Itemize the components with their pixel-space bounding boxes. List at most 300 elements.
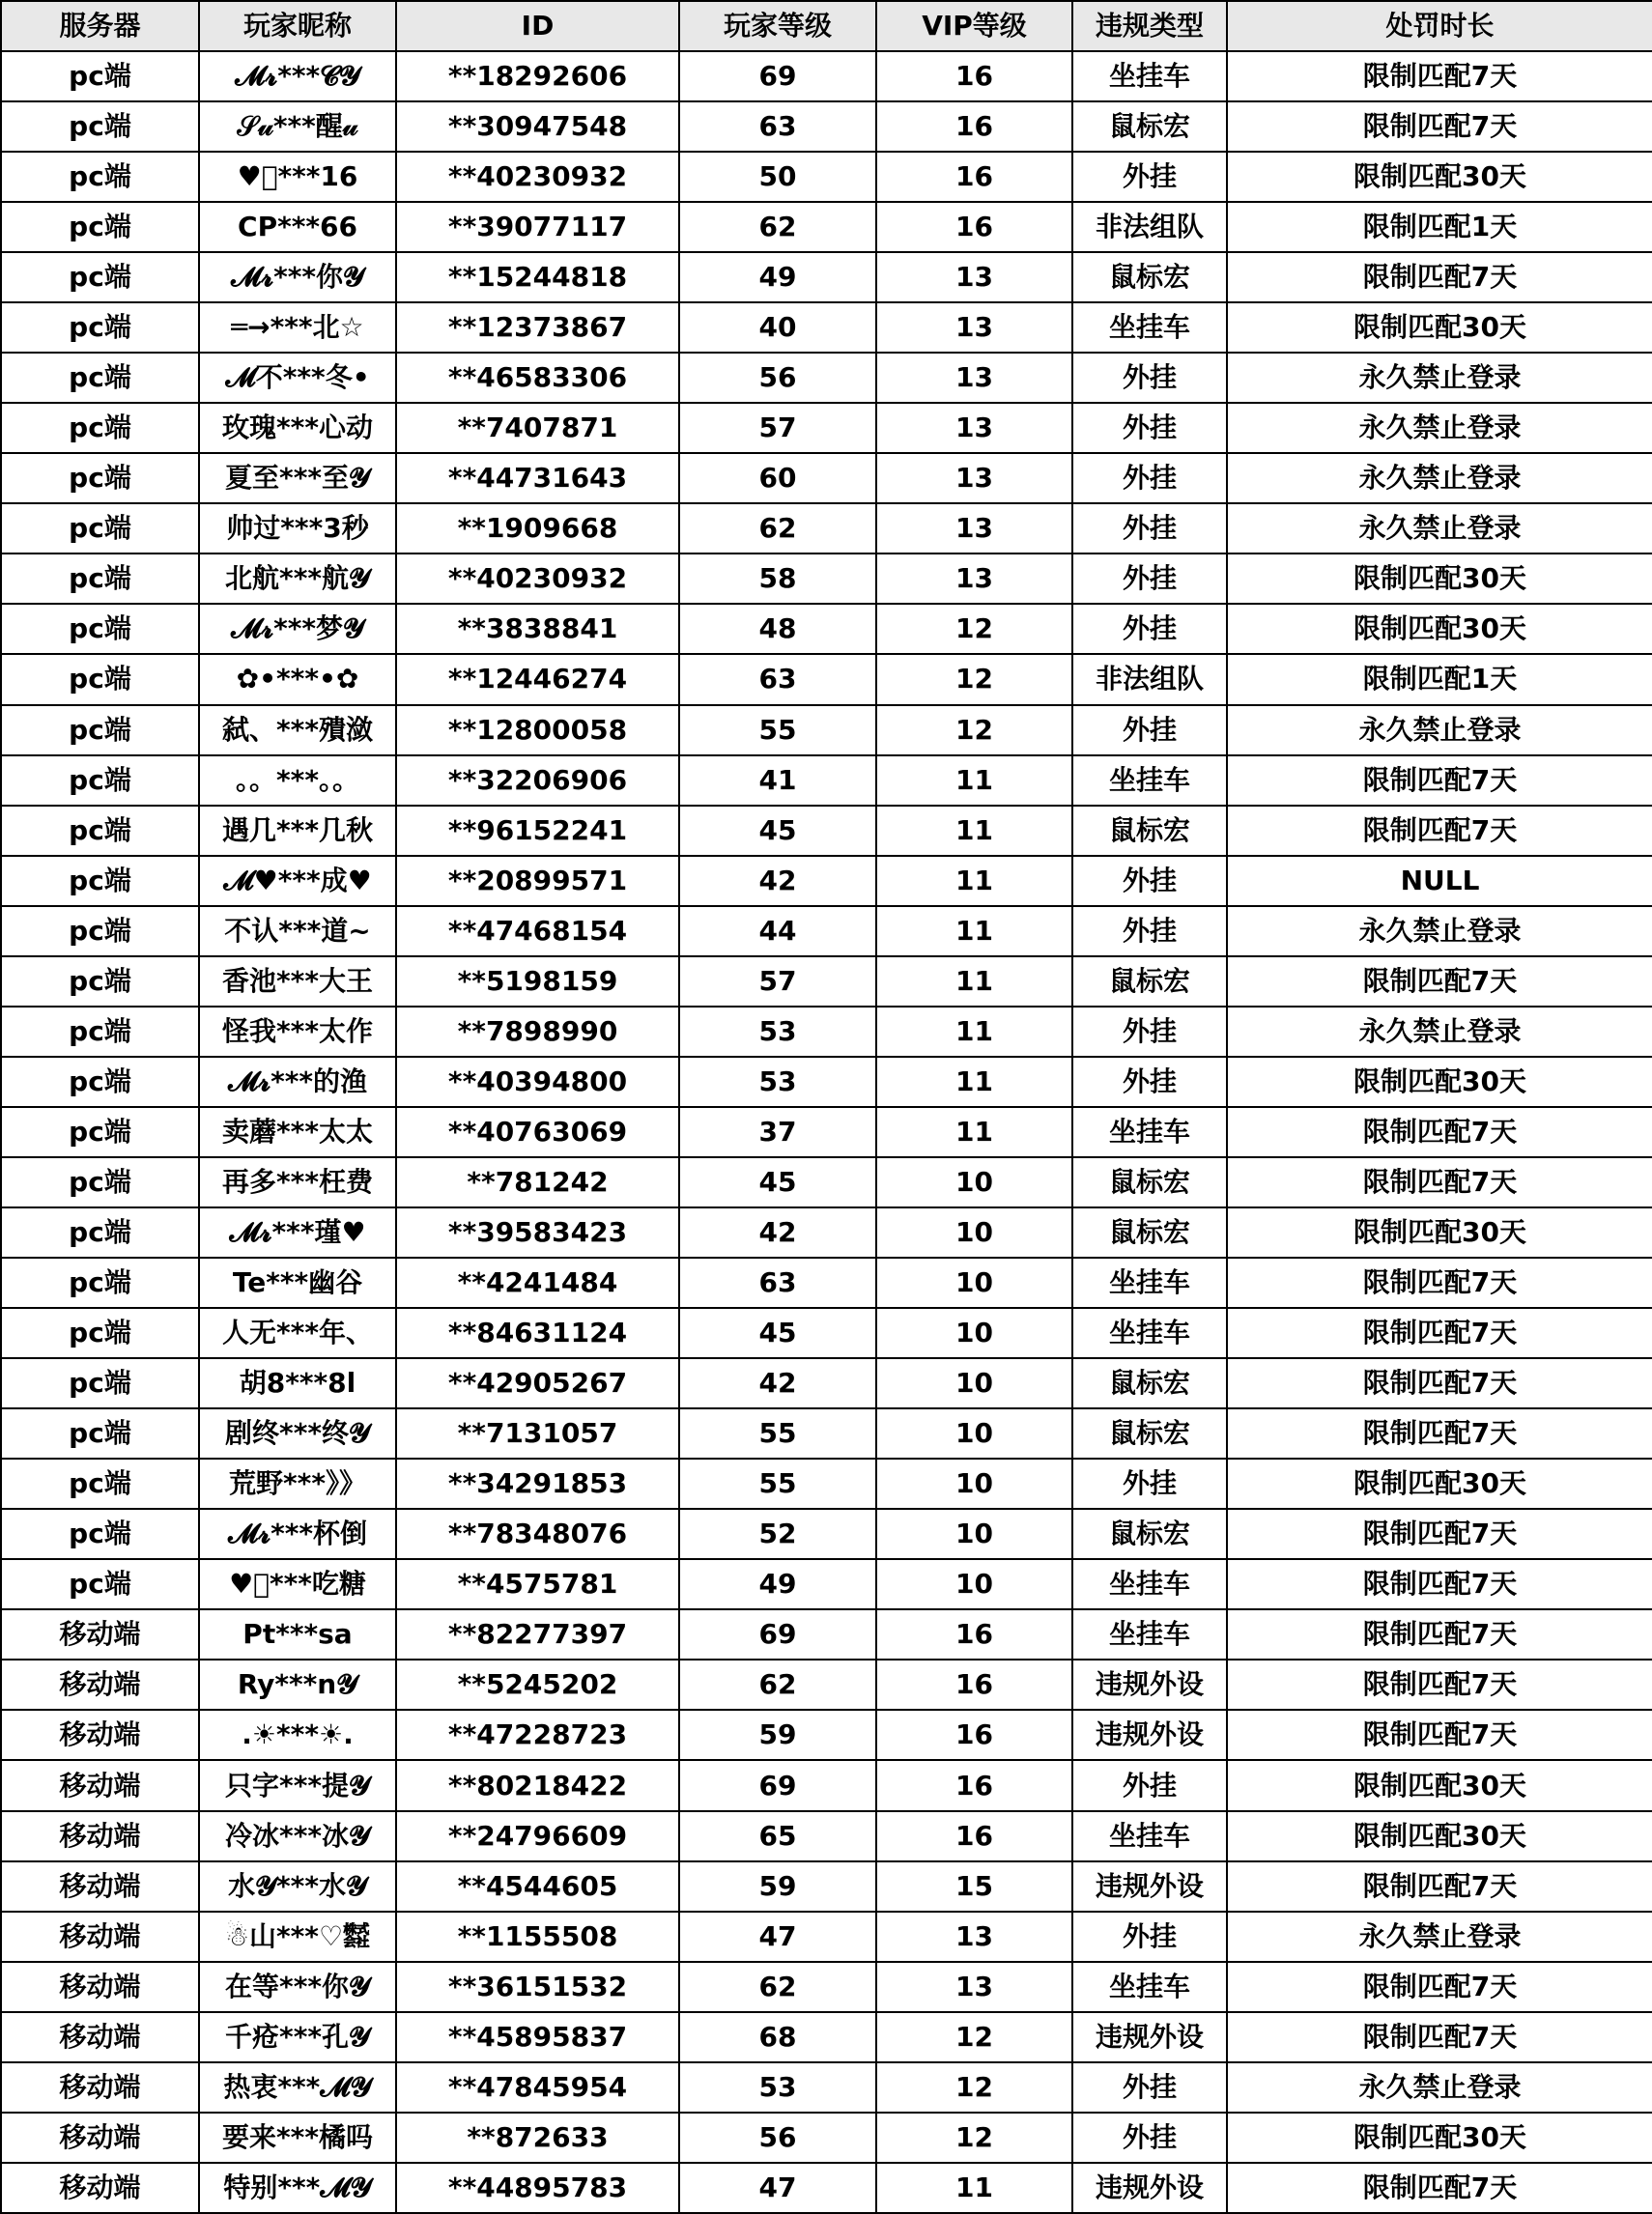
table-row (1, 2163, 1652, 2213)
cell-penalty-duration: 永久禁止登录 (1227, 906, 1652, 956)
cell-vip-level: 11 (876, 1057, 1072, 1107)
cell-player-level: 65 (679, 1811, 876, 1861)
cell-player-level: 59 (679, 1861, 876, 1912)
cell-vip-level: 16 (876, 1609, 1072, 1660)
cell-id: **39077117 (396, 202, 679, 252)
cell-vip-level: 10 (876, 1157, 1072, 1207)
cell-vip-level: 16 (876, 1811, 1072, 1861)
cell-vip-level: 11 (876, 956, 1072, 1007)
cell-server: pc端 (1, 956, 199, 1007)
cell-penalty-duration: 限制匹配1天 (1227, 654, 1652, 704)
cell-player-level: 62 (679, 202, 876, 252)
table-row (1, 956, 1652, 1007)
cell-nickname: 𝓜不***冬• (199, 353, 396, 403)
table-row (1, 1358, 1652, 1408)
cell-player-level: 62 (679, 1962, 876, 2012)
table-row (1, 51, 1652, 101)
cell-violation-type: 外挂 (1072, 604, 1227, 654)
table-row (1, 755, 1652, 806)
cell-server: pc端 (1, 1057, 199, 1107)
cell-id: **42905267 (396, 1358, 679, 1408)
cell-id: **12373867 (396, 302, 679, 353)
cell-server: pc端 (1, 453, 199, 503)
cell-violation-type: 违规外设 (1072, 2012, 1227, 2062)
cell-vip-level: 11 (876, 906, 1072, 956)
cell-penalty-duration: 永久禁止登录 (1227, 503, 1652, 554)
cell-server: pc端 (1, 1157, 199, 1207)
cell-penalty-duration: 限制匹配30天 (1227, 1207, 1652, 1258)
cell-nickname: 怪我***太作 (199, 1007, 396, 1057)
cell-id: **4241484 (396, 1258, 679, 1308)
cell-id: **36151532 (396, 1962, 679, 2012)
cell-server: 移动端 (1, 1811, 199, 1861)
cell-player-level: 63 (679, 101, 876, 152)
table-row (1, 1559, 1652, 1609)
cell-vip-level: 15 (876, 1861, 1072, 1912)
cell-nickname: ♥ⷨ***16 (199, 152, 396, 202)
cell-id: **5245202 (396, 1660, 679, 1710)
cell-player-level: 49 (679, 252, 876, 302)
cell-penalty-duration: 限制匹配7天 (1227, 1509, 1652, 1559)
cell-vip-level: 13 (876, 1962, 1072, 2012)
cell-vip-level: 11 (876, 856, 1072, 906)
cell-server: pc端 (1, 1207, 199, 1258)
cell-server: pc端 (1, 705, 199, 755)
table-body (1, 51, 1652, 2213)
cell-vip-level: 10 (876, 1308, 1072, 1358)
cell-server: pc端 (1, 1559, 199, 1609)
cell-id: **872633 (396, 2113, 679, 2163)
cell-vip-level: 12 (876, 705, 1072, 755)
cell-vip-level: 13 (876, 353, 1072, 403)
cell-penalty-duration: 限制匹配30天 (1227, 554, 1652, 604)
cell-vip-level: 10 (876, 1408, 1072, 1459)
cell-id: **80218422 (396, 1760, 679, 1810)
cell-nickname: 热衷***𝓜𝓨 (199, 2062, 396, 2113)
cell-nickname: 夏至***至𝓨 (199, 453, 396, 503)
cell-server: 移动端 (1, 1660, 199, 1710)
cell-id: **18292606 (396, 51, 679, 101)
cell-vip-level: 11 (876, 2163, 1072, 2213)
cell-player-level: 69 (679, 51, 876, 101)
cell-violation-type: 外挂 (1072, 1912, 1227, 1962)
cell-violation-type: 外挂 (1072, 2113, 1227, 2163)
cell-player-level: 37 (679, 1107, 876, 1157)
table-row (1, 1760, 1652, 1810)
cell-violation-type: 外挂 (1072, 503, 1227, 554)
cell-violation-type: 鼠标宏 (1072, 1358, 1227, 1408)
cell-vip-level: 13 (876, 302, 1072, 353)
cell-player-level: 42 (679, 1358, 876, 1408)
cell-penalty-duration: 限制匹配7天 (1227, 1107, 1652, 1157)
cell-server: 移动端 (1, 1962, 199, 2012)
cell-violation-type: 外挂 (1072, 856, 1227, 906)
cell-id: **5198159 (396, 956, 679, 1007)
cell-nickname: 人无***年、 (199, 1308, 396, 1358)
cell-player-level: 42 (679, 1207, 876, 1258)
cell-server: pc端 (1, 1408, 199, 1459)
table-row (1, 554, 1652, 604)
cell-violation-type: 鼠标宏 (1072, 1509, 1227, 1559)
cell-penalty-duration: 限制匹配7天 (1227, 2012, 1652, 2062)
cell-penalty-duration: 永久禁止登录 (1227, 453, 1652, 503)
cell-nickname: 𝓜𝓻***你𝓨 (199, 252, 396, 302)
cell-server: 移动端 (1, 2113, 199, 2163)
cell-nickname: 卖蘑***太太 (199, 1107, 396, 1157)
cell-server: pc端 (1, 604, 199, 654)
header-id: ID (396, 1, 679, 51)
cell-vip-level: 12 (876, 2113, 1072, 2163)
cell-id: **45895837 (396, 2012, 679, 2062)
cell-server: pc端 (1, 1308, 199, 1358)
cell-violation-type: 违规外设 (1072, 2163, 1227, 2213)
cell-player-level: 57 (679, 403, 876, 453)
cell-violation-type: 坐挂车 (1072, 1962, 1227, 2012)
cell-player-level: 57 (679, 956, 876, 1007)
cell-vip-level: 10 (876, 1509, 1072, 1559)
cell-violation-type: 鼠标宏 (1072, 101, 1227, 152)
cell-nickname: 帅过***3秒 (199, 503, 396, 554)
header-penalty-duration: 处罚时长 (1227, 1, 1652, 51)
cell-id: **24796609 (396, 1811, 679, 1861)
cell-violation-type: 外挂 (1072, 1007, 1227, 1057)
cell-violation-type: 坐挂车 (1072, 1811, 1227, 1861)
cell-penalty-duration: 限制匹配30天 (1227, 152, 1652, 202)
cell-violation-type: 外挂 (1072, 353, 1227, 403)
cell-penalty-duration: 永久禁止登录 (1227, 403, 1652, 453)
cell-nickname: ☃山***♡㍿ (199, 1912, 396, 1962)
cell-player-level: 62 (679, 1660, 876, 1710)
cell-violation-type: 鼠标宏 (1072, 1157, 1227, 1207)
cell-vip-level: 16 (876, 152, 1072, 202)
cell-penalty-duration: 限制匹配7天 (1227, 1258, 1652, 1308)
cell-id: **34291853 (396, 1459, 679, 1509)
cell-vip-level: 16 (876, 202, 1072, 252)
table-row (1, 1861, 1652, 1912)
cell-id: **3838841 (396, 604, 679, 654)
cell-vip-level: 11 (876, 1007, 1072, 1057)
cell-vip-level: 12 (876, 654, 1072, 704)
cell-penalty-duration: 限制匹配7天 (1227, 1157, 1652, 1207)
cell-violation-type: 坐挂车 (1072, 1609, 1227, 1660)
cell-nickname: 特别***𝓜𝓨 (199, 2163, 396, 2213)
cell-vip-level: 16 (876, 1660, 1072, 1710)
table-row (1, 1157, 1652, 1207)
cell-penalty-duration: 永久禁止登录 (1227, 1912, 1652, 1962)
cell-player-level: 48 (679, 604, 876, 654)
cell-nickname: 。。***。。 (199, 755, 396, 806)
cell-vip-level: 11 (876, 755, 1072, 806)
cell-player-level: 58 (679, 554, 876, 604)
cell-server: pc端 (1, 1258, 199, 1308)
table-row (1, 1811, 1652, 1861)
cell-vip-level: 13 (876, 403, 1072, 453)
table-row (1, 1609, 1652, 1660)
cell-player-level: 45 (679, 1157, 876, 1207)
cell-penalty-duration: 限制匹配7天 (1227, 1358, 1652, 1408)
cell-nickname: 𝓜𝓻***梦𝓨 (199, 604, 396, 654)
cell-vip-level: 13 (876, 1912, 1072, 1962)
table-row (1, 503, 1652, 554)
cell-violation-type: 违规外设 (1072, 1660, 1227, 1710)
cell-nickname: 要来***橘吗 (199, 2113, 396, 2163)
cell-id: **1155508 (396, 1912, 679, 1962)
cell-penalty-duration: 限制匹配30天 (1227, 604, 1652, 654)
cell-server: pc端 (1, 51, 199, 101)
cell-server: 移动端 (1, 1609, 199, 1660)
cell-penalty-duration: 限制匹配7天 (1227, 1308, 1652, 1358)
cell-player-level: 59 (679, 1710, 876, 1760)
cell-player-level: 55 (679, 705, 876, 755)
cell-nickname: 北航***航𝓨 (199, 554, 396, 604)
cell-vip-level: 16 (876, 101, 1072, 152)
header-violation-type: 违规类型 (1072, 1, 1227, 51)
cell-id: **12446274 (396, 654, 679, 704)
table-row (1, 101, 1652, 152)
cell-vip-level: 10 (876, 1559, 1072, 1609)
cell-player-level: 42 (679, 856, 876, 906)
table-row (1, 353, 1652, 403)
cell-violation-type: 外挂 (1072, 2062, 1227, 2113)
header-vip-level: VIP等级 (876, 1, 1072, 51)
cell-violation-type: 非法组队 (1072, 202, 1227, 252)
cell-server: 移动端 (1, 1912, 199, 1962)
cell-player-level: 53 (679, 1007, 876, 1057)
cell-player-level: 69 (679, 1760, 876, 1810)
cell-nickname: 𝓜𝓻***瑾♥ (199, 1207, 396, 1258)
cell-id: **781242 (396, 1157, 679, 1207)
cell-nickname: Ry***n𝓨 (199, 1660, 396, 1710)
cell-id: **40763069 (396, 1107, 679, 1157)
cell-violation-type: 外挂 (1072, 1459, 1227, 1509)
cell-id: **12800058 (396, 705, 679, 755)
cell-nickname: CP***66 (199, 202, 396, 252)
table-row (1, 302, 1652, 353)
cell-penalty-duration: 限制匹配7天 (1227, 1609, 1652, 1660)
cell-player-level: 49 (679, 1559, 876, 1609)
table-row (1, 453, 1652, 503)
cell-id: **47468154 (396, 906, 679, 956)
cell-violation-type: 外挂 (1072, 152, 1227, 202)
cell-id: **40230932 (396, 152, 679, 202)
cell-id: **4575781 (396, 1559, 679, 1609)
cell-penalty-duration: 限制匹配7天 (1227, 806, 1652, 856)
table-row (1, 2062, 1652, 2113)
cell-nickname: 荒野***》》 (199, 1459, 396, 1509)
table-row (1, 1660, 1652, 1710)
cell-nickname: 𝓜𝓻***的渔 (199, 1057, 396, 1107)
cell-id: **46583306 (396, 353, 679, 403)
cell-server: 移动端 (1, 1710, 199, 1760)
cell-server: 移动端 (1, 2062, 199, 2113)
cell-server: pc端 (1, 1509, 199, 1559)
table-row (1, 856, 1652, 906)
cell-nickname: 𝒮𝓊***醒𝓊 (199, 101, 396, 152)
cell-server: pc端 (1, 152, 199, 202)
cell-penalty-duration: 限制匹配7天 (1227, 1710, 1652, 1760)
cell-server: pc端 (1, 252, 199, 302)
cell-id: **30947548 (396, 101, 679, 152)
cell-vip-level: 13 (876, 554, 1072, 604)
cell-player-level: 60 (679, 453, 876, 503)
table-row (1, 1207, 1652, 1258)
cell-player-level: 63 (679, 654, 876, 704)
cell-nickname: 胡8***8l (199, 1358, 396, 1408)
cell-violation-type: 鼠标宏 (1072, 806, 1227, 856)
cell-player-level: 40 (679, 302, 876, 353)
cell-player-level: 56 (679, 353, 876, 403)
cell-nickname: .☀***☀. (199, 1710, 396, 1760)
cell-penalty-duration: 限制匹配7天 (1227, 252, 1652, 302)
cell-penalty-duration: 限制匹配7天 (1227, 1559, 1652, 1609)
table-row (1, 2012, 1652, 2062)
cell-penalty-duration: 永久禁止登录 (1227, 353, 1652, 403)
cell-vip-level: 10 (876, 1258, 1072, 1308)
cell-penalty-duration: 限制匹配7天 (1227, 1660, 1652, 1710)
cell-player-level: 45 (679, 1308, 876, 1358)
cell-violation-type: 外挂 (1072, 705, 1227, 755)
cell-penalty-duration: 限制匹配7天 (1227, 755, 1652, 806)
cell-penalty-duration: 限制匹配7天 (1227, 101, 1652, 152)
cell-id: **7898990 (396, 1007, 679, 1057)
cell-id: **7407871 (396, 403, 679, 453)
cell-nickname: 遇几***几秋 (199, 806, 396, 856)
cell-player-level: 45 (679, 806, 876, 856)
cell-nickname: 不认***道~ (199, 906, 396, 956)
cell-id: **47228723 (396, 1710, 679, 1760)
cell-player-level: 56 (679, 2113, 876, 2163)
cell-penalty-duration: 永久禁止登录 (1227, 2062, 1652, 2113)
cell-violation-type: 鼠标宏 (1072, 252, 1227, 302)
cell-penalty-duration: 限制匹配7天 (1227, 1408, 1652, 1459)
cell-penalty-duration: 限制匹配30天 (1227, 1057, 1652, 1107)
cell-penalty-duration: 限制匹配7天 (1227, 2163, 1652, 2213)
table-row (1, 806, 1652, 856)
cell-server: pc端 (1, 755, 199, 806)
cell-player-level: 47 (679, 2163, 876, 2213)
cell-violation-type: 坐挂车 (1072, 755, 1227, 806)
cell-vip-level: 10 (876, 1358, 1072, 1408)
table-row (1, 1258, 1652, 1308)
cell-server: 移动端 (1, 2012, 199, 2062)
cell-server: 移动端 (1, 2163, 199, 2213)
cell-violation-type: 违规外设 (1072, 1710, 1227, 1760)
table-row (1, 1308, 1652, 1358)
cell-server: pc端 (1, 906, 199, 956)
cell-id: **96152241 (396, 806, 679, 856)
cell-vip-level: 12 (876, 2062, 1072, 2113)
cell-violation-type: 鼠标宏 (1072, 1207, 1227, 1258)
cell-id: **82277397 (396, 1609, 679, 1660)
cell-server: pc端 (1, 806, 199, 856)
table-row (1, 152, 1652, 202)
cell-violation-type: 坐挂车 (1072, 1308, 1227, 1358)
table-row (1, 252, 1652, 302)
cell-violation-type: 非法组队 (1072, 654, 1227, 704)
cell-player-level: 55 (679, 1459, 876, 1509)
cell-penalty-duration: 限制匹配30天 (1227, 1760, 1652, 1810)
cell-nickname: 香池***大王 (199, 956, 396, 1007)
cell-nickname: 𝓜♥***成♥ (199, 856, 396, 906)
cell-nickname: 水𝓨***水𝓨 (199, 1861, 396, 1912)
cell-server: pc端 (1, 353, 199, 403)
cell-nickname: ♥ⷨ***吃糖 (199, 1559, 396, 1609)
cell-player-level: 47 (679, 1912, 876, 1962)
cell-penalty-duration: 限制匹配7天 (1227, 1962, 1652, 2012)
table-row (1, 403, 1652, 453)
cell-server: pc端 (1, 403, 199, 453)
cell-violation-type: 外挂 (1072, 554, 1227, 604)
cell-nickname: ✿•***•✿ (199, 654, 396, 704)
cell-violation-type: 违规外设 (1072, 1861, 1227, 1912)
cell-violation-type: 外挂 (1072, 1760, 1227, 1810)
cell-server: pc端 (1, 202, 199, 252)
cell-vip-level: 10 (876, 1459, 1072, 1509)
table-row (1, 705, 1652, 755)
cell-server: pc端 (1, 1358, 199, 1408)
cell-nickname: Te***幽谷 (199, 1258, 396, 1308)
table-row (1, 1107, 1652, 1157)
cell-server: pc端 (1, 302, 199, 353)
table-row (1, 1710, 1652, 1760)
cell-vip-level: 16 (876, 1760, 1072, 1810)
cell-player-level: 55 (679, 1408, 876, 1459)
cell-nickname: 再多***枉费 (199, 1157, 396, 1207)
cell-penalty-duration: 限制匹配7天 (1227, 51, 1652, 101)
cell-id: **20899571 (396, 856, 679, 906)
cell-violation-type: 外挂 (1072, 906, 1227, 956)
cell-nickname: 玫瑰***心动 (199, 403, 396, 453)
cell-nickname: 𝓜𝓻***𝓒𝓨 (199, 51, 396, 101)
cell-player-level: 63 (679, 1258, 876, 1308)
cell-id: **40394800 (396, 1057, 679, 1107)
cell-vip-level: 11 (876, 1107, 1072, 1157)
table-row (1, 202, 1652, 252)
cell-penalty-duration: 限制匹配30天 (1227, 1459, 1652, 1509)
table-row (1, 2113, 1652, 2163)
cell-nickname: 千疮***孔𝓨 (199, 2012, 396, 2062)
cell-id: **4544605 (396, 1861, 679, 1912)
cell-player-level: 44 (679, 906, 876, 956)
cell-id: **1909668 (396, 503, 679, 554)
cell-player-level: 53 (679, 1057, 876, 1107)
cell-server: pc端 (1, 654, 199, 704)
cell-violation-type: 坐挂车 (1072, 1258, 1227, 1308)
cell-id: **44895783 (396, 2163, 679, 2213)
cell-server: 移动端 (1, 1760, 199, 1810)
cell-id: **15244818 (396, 252, 679, 302)
cell-penalty-duration: NULL (1227, 856, 1652, 906)
cell-id: **40230932 (396, 554, 679, 604)
cell-id: **84631124 (396, 1308, 679, 1358)
cell-player-level: 62 (679, 503, 876, 554)
cell-nickname: ═→***北☆ (199, 302, 396, 353)
table-row (1, 654, 1652, 704)
cell-nickname: 只字***提𝓨 (199, 1760, 396, 1810)
cell-violation-type: 坐挂车 (1072, 1559, 1227, 1609)
cell-vip-level: 13 (876, 503, 1072, 554)
header-row (1, 1, 1652, 51)
cell-player-level: 52 (679, 1509, 876, 1559)
table-row (1, 1408, 1652, 1459)
cell-server: pc端 (1, 101, 199, 152)
cell-violation-type: 鼠标宏 (1072, 956, 1227, 1007)
cell-violation-type: 坐挂车 (1072, 302, 1227, 353)
cell-violation-type: 鼠标宏 (1072, 1408, 1227, 1459)
cell-violation-type: 外挂 (1072, 403, 1227, 453)
cell-server: pc端 (1, 856, 199, 906)
cell-violation-type: 外挂 (1072, 1057, 1227, 1107)
